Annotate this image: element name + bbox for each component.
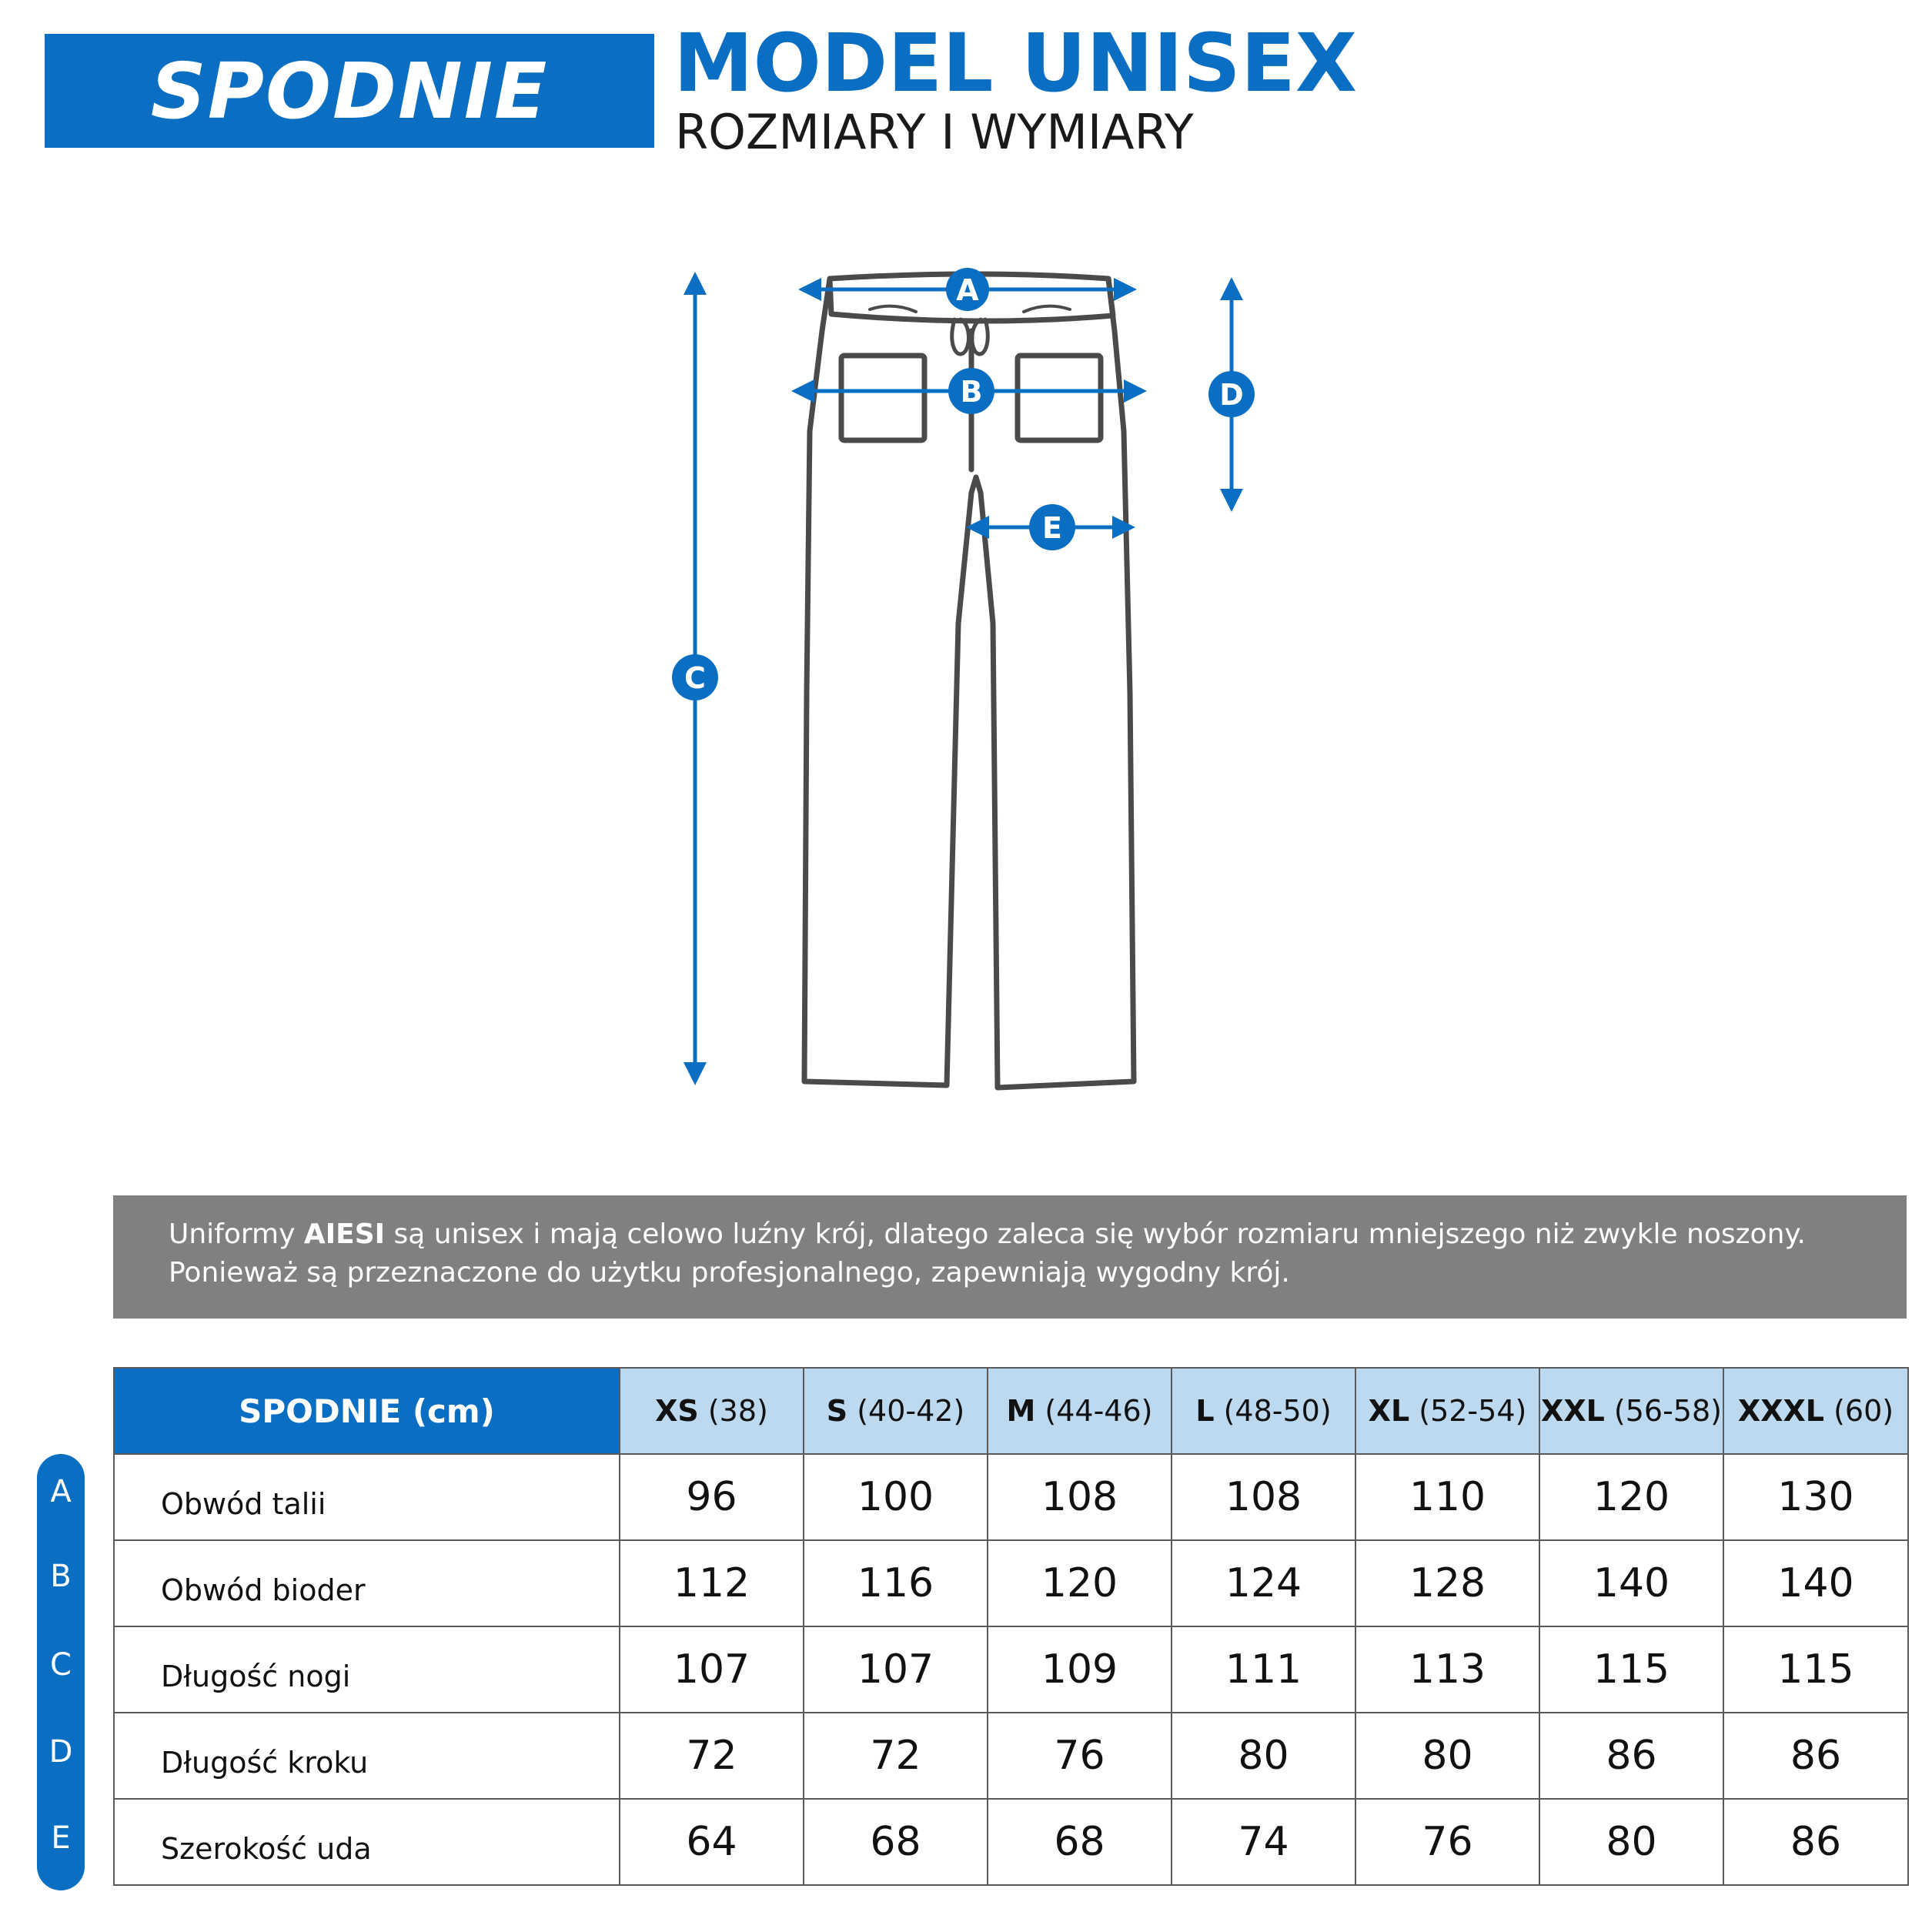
table-cell: 100 xyxy=(804,1454,988,1540)
table-header-label: SPODNIE (cm) xyxy=(114,1368,620,1454)
row-letter-c: C xyxy=(50,1647,72,1683)
table-cell: 107 xyxy=(620,1626,804,1713)
table-cell: 113 xyxy=(1355,1626,1539,1713)
table-cell: 111 xyxy=(1172,1626,1355,1713)
row-label: Długość kroku xyxy=(114,1713,620,1799)
table-cell: 116 xyxy=(804,1540,988,1626)
row-label: Obwód bioder xyxy=(114,1540,620,1626)
table-cell: 72 xyxy=(804,1713,988,1799)
table-cell: 72 xyxy=(620,1713,804,1799)
table-cell: 86 xyxy=(1723,1799,1908,1885)
row-letter-e: E xyxy=(51,1820,71,1856)
row-letter-d: D xyxy=(48,1734,73,1770)
table-row xyxy=(114,1799,1908,1885)
table-cell: 76 xyxy=(1355,1799,1539,1885)
table-cell: 108 xyxy=(1172,1454,1355,1540)
table-cell: 140 xyxy=(1539,1540,1723,1626)
row-label: Obwód talii xyxy=(114,1454,620,1540)
size-header: M (44-46) xyxy=(988,1368,1172,1454)
table-cell: 109 xyxy=(988,1626,1172,1713)
size-table xyxy=(113,1367,1909,1886)
fit-note xyxy=(113,1195,1907,1319)
table-cell: 124 xyxy=(1172,1540,1355,1626)
table-row xyxy=(114,1713,1908,1799)
marker-b-label: B xyxy=(960,375,983,409)
table-cell: 64 xyxy=(620,1799,804,1885)
table-cell: 68 xyxy=(804,1799,988,1885)
table-cell: 115 xyxy=(1539,1626,1723,1713)
marker-c-label: C xyxy=(684,661,706,695)
table-cell: 128 xyxy=(1355,1540,1539,1626)
table-cell: 120 xyxy=(1539,1454,1723,1540)
table-cell: 120 xyxy=(988,1540,1172,1626)
table-row xyxy=(114,1454,1908,1540)
marker-e-label: E xyxy=(1042,511,1062,545)
table-cell: 80 xyxy=(1355,1713,1539,1799)
note-brand: AIESI xyxy=(303,1218,386,1250)
table-row xyxy=(114,1540,1908,1626)
row-label: Długość nogi xyxy=(114,1626,620,1713)
size-header: XL (52-54) xyxy=(1355,1368,1539,1454)
row-letter-b: B xyxy=(50,1559,72,1594)
table-cell: 86 xyxy=(1539,1713,1723,1799)
note-line-2: Ponieważ są przeznaczone do użytku profesjonalnego, zapewniają wygodny krój. xyxy=(169,1257,1290,1289)
note-line-1: Uniformy AIESI są unisex i mają celowo luźny krój, dlatego zaleca się wybór rozmiaru mniejszego niż zwykle noszony. xyxy=(169,1218,1806,1250)
table-cell: 86 xyxy=(1723,1713,1908,1799)
size-header: S (40-42) xyxy=(804,1368,988,1454)
table-cell: 110 xyxy=(1355,1454,1539,1540)
page-title: MODEL UNISEX xyxy=(674,16,1358,110)
marker-a-label: A xyxy=(956,273,979,307)
table-cell: 108 xyxy=(988,1454,1172,1540)
size-header: XXL (56-58) xyxy=(1539,1368,1723,1454)
table-cell: 80 xyxy=(1172,1713,1355,1799)
table-cell: 140 xyxy=(1723,1540,1908,1626)
table-header-row xyxy=(114,1368,1908,1454)
row-letter-a: A xyxy=(50,1474,72,1509)
marker-d-label: D xyxy=(1219,378,1244,412)
table-cell: 115 xyxy=(1723,1626,1908,1713)
table-cell: 112 xyxy=(620,1540,804,1626)
banner-text: SPODNIE xyxy=(150,45,549,136)
table-cell: 96 xyxy=(620,1454,804,1540)
table-row xyxy=(114,1626,1908,1713)
table-cell: 76 xyxy=(988,1713,1172,1799)
table-cell: 68 xyxy=(988,1799,1172,1885)
size-header: L (48-50) xyxy=(1172,1368,1355,1454)
table-cell: 130 xyxy=(1723,1454,1908,1540)
size-header: XS (38) xyxy=(620,1368,804,1454)
size-header: XXXL (60) xyxy=(1723,1368,1908,1454)
page-subtitle: ROZMIARY I WYMIARY xyxy=(675,104,1194,160)
table-cell: 80 xyxy=(1539,1799,1723,1885)
row-label: Szerokość uda xyxy=(114,1799,620,1885)
table-cell: 107 xyxy=(804,1626,988,1713)
table-cell: 74 xyxy=(1172,1799,1355,1885)
